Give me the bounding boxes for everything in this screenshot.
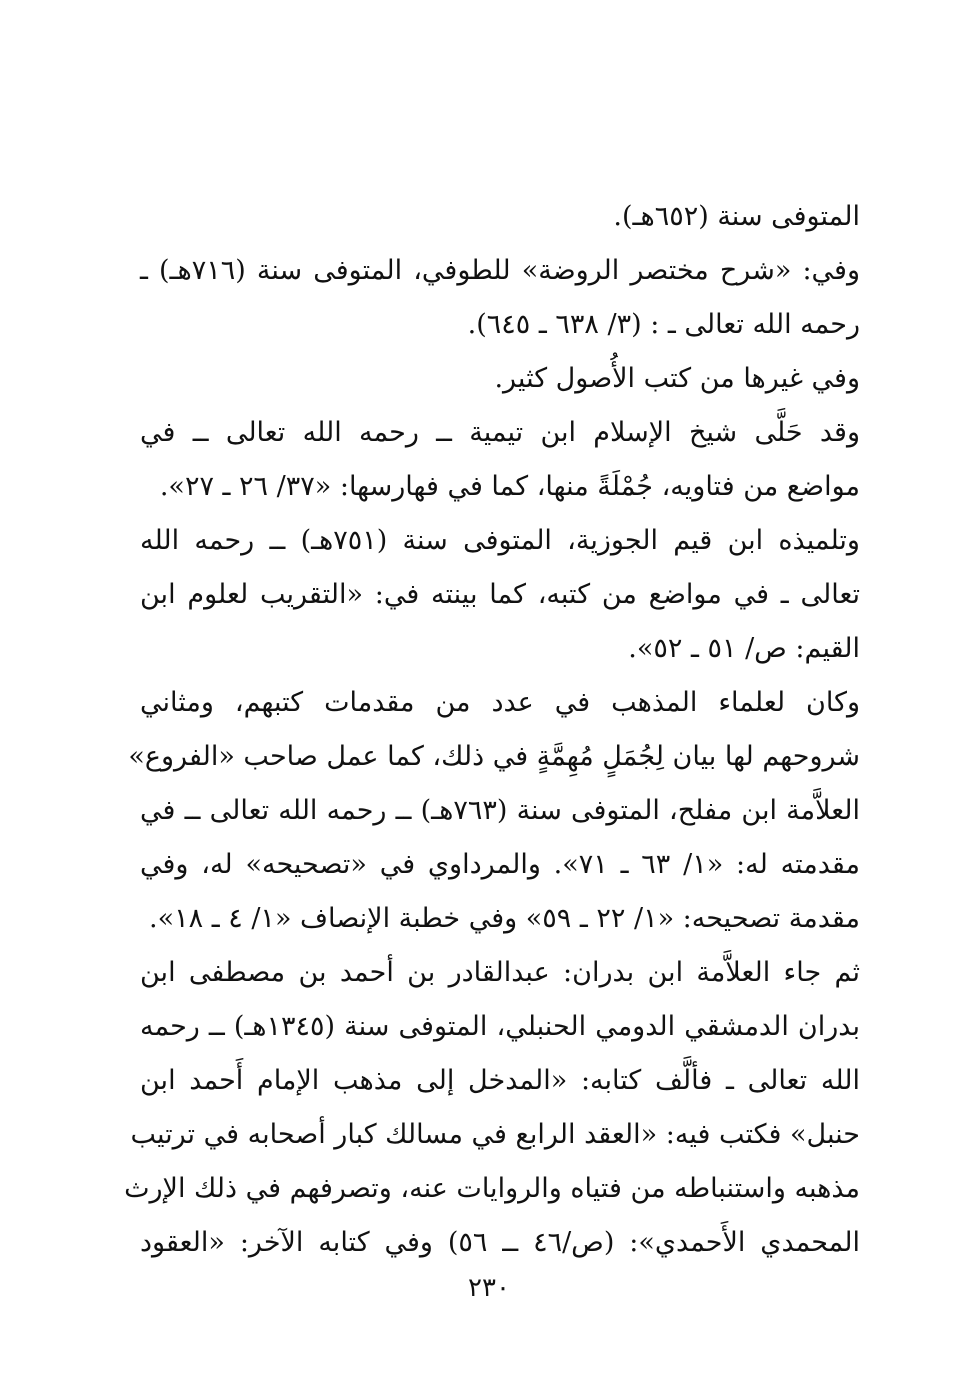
body-text — [124, 190, 860, 1270]
text-line: مواضع من فتاويه، جُمْلَةً منها، كما في فهارسها: «٣٧/ ٢٦ ـ ٢٧». — [159, 471, 860, 502]
page-number: ٢٣٠ — [468, 1273, 510, 1303]
text-line: مذهبه واستنباطه من فتياه والروايات عنه، وتصرفهم في ذلك الإرث — [124, 1173, 860, 1204]
text-line: العلاَّمة ابن مفلح، المتوفى سنة (٧٦٣هـ) ــ رحمه الله تعالى ــ في — [140, 795, 860, 826]
text-line: شروحهم لها بيان لِجُمَلٍ مُهِمَّةٍ في ذلك، كما عمل صاحب «الفروع» — [128, 741, 860, 772]
text-line: وكان لعلماء المذهب في عدد من مقدمات كتبهم، ومثاني — [140, 687, 860, 718]
text-line: وفي غيرها من كتب الأُصول كثير. — [494, 363, 860, 394]
text-line: مقدمة تصحيحه: «١/ ٢٢ ـ ٥٩» وفي خطبة الإنصاف «١/ ٤ ـ ١٨». — [149, 903, 860, 934]
text-line: الله تعالى ـ فألَّف كتابه: «المدخل إلى مذهب الإمام أَحمد ابن — [140, 1065, 860, 1096]
text-line: المتوفى سنة (٦٥٢هـ). — [613, 201, 860, 232]
text-line: تعالى ـ في مواضع من كتبه، كما بينته في: «التقريب لعلوم ابن — [140, 579, 860, 610]
text-line: القيم: ص/ ٥١ ـ ٥٢». — [628, 633, 860, 664]
text-line: مقدمته له: «١/ ٦٣ ـ ٧١». والمرداوي في «تصحيحه» له، وفي — [140, 849, 860, 880]
text-line: وتلميذه ابن قيم الجوزية، المتوفى سنة (٧٥١هـ) ــ رحمه الله — [140, 525, 860, 556]
text-line: المحمدي الأَحمدي»: (ص/٤٦ ــ ٥٦) وفي كتابه الآخر: «العقود — [140, 1227, 860, 1258]
text-line: رحمه الله تعالى ـ : (٣/ ٦٣٨ ـ ٦٤٥). — [467, 309, 860, 340]
text-line: حنبل» فكتب فيه: «العقد الرابع في مسالك كبار أصحابه في ترتيب — [130, 1119, 860, 1150]
text-line: وفي: «شرح مختصر الروضة» للطوفي، المتوفى سنة (٧١٦هـ) ـ — [140, 255, 860, 286]
text-line: ثم جاء العلاَّمة ابن بدران: عبدالقادر بن أحمد بن مصطفى ابن — [140, 957, 860, 988]
text-line: وقد حَلَّى شيخ الإسلام ابن تيمية ــ رحمه الله تعالى ــ في — [140, 417, 860, 448]
text-line: بدران الدمشقي الدومي الحنبلي، المتوفى سنة (١٣٤٥هـ) ــ رحمه — [140, 1011, 860, 1042]
